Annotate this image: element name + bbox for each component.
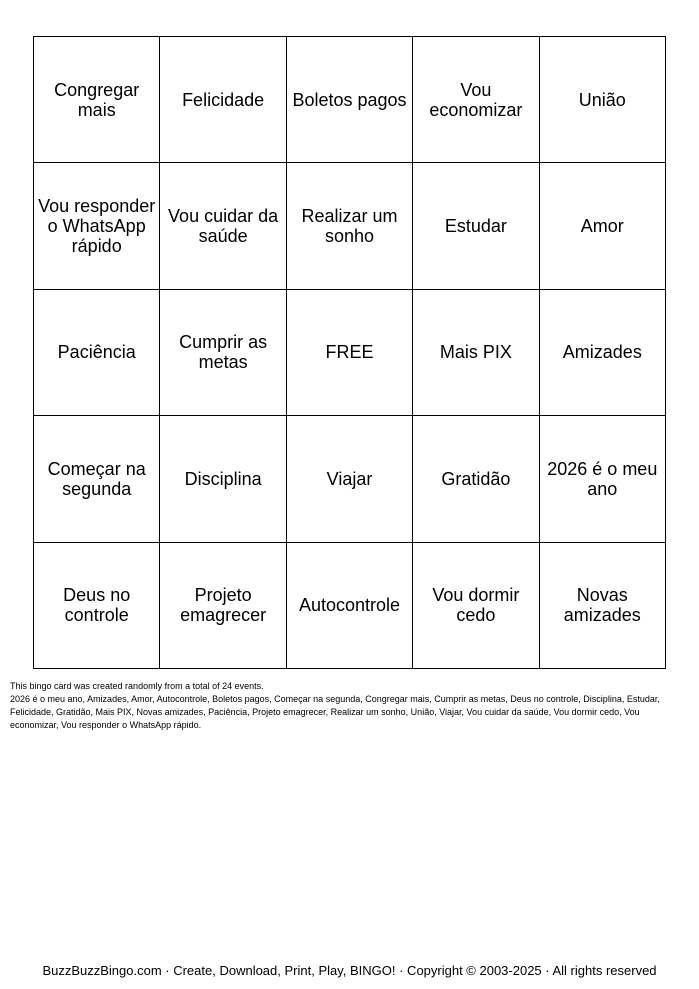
bingo-card-grid [33, 36, 666, 669]
bingo-cell-r4c1: Começar na segunda [34, 416, 160, 542]
bingo-cell-r1c1: Congregar mais [34, 37, 160, 163]
bingo-cell-r5c2: Projeto emagrecer [160, 543, 286, 669]
bingo-cell-r3c4: Mais PIX [413, 290, 539, 416]
bingo-cell-r2c1: Vou responder o WhatsApp rápido [34, 163, 160, 289]
bingo-cell-r3c5: Amizades [540, 290, 666, 416]
bingo-cell-r1c3: Boletos pagos [287, 37, 413, 163]
bingo-cell-r4c4: Gratidão [413, 416, 539, 542]
bingo-cell-r5c3: Autocontrole [287, 543, 413, 669]
bingo-cell-r2c5: Amor [540, 163, 666, 289]
bingo-cell-r3c1: Paciência [34, 290, 160, 416]
bingo-cell-r1c5: União [540, 37, 666, 163]
notes-intro: This bingo card was created randomly from a total of 24 events. [10, 681, 264, 691]
bingo-cell-r2c4: Estudar [413, 163, 539, 289]
bingo-cell-r2c3: Realizar um sonho [287, 163, 413, 289]
bingo-cell-r3c2: Cumprir as metas [160, 290, 286, 416]
bingo-cell-r5c5: Novas amizades [540, 543, 666, 669]
bingo-cell-r4c3: Viajar [287, 416, 413, 542]
bingo-cell-r5c1: Deus no controle [34, 543, 160, 669]
bingo-cell-r4c2: Disciplina [160, 416, 286, 542]
bingo-cell-r5c4: Vou dormir cedo [413, 543, 539, 669]
card-notes [10, 680, 690, 732]
notes-events-list: 2026 é o meu ano, Amizades, Amor, Autocontrole, Boletos pagos, Começar na segunda, Congregar mais, Cumprir as metas, Deus no controle, Disciplina, Estudar, Felicidade, Gratidão, Mais PIX, Novas amizades, Paciência, Projeto emagrecer, Realizar um sonho, União, Viajar, Vou cuidar da saúde, Vou dormir cedo, Vou economizar, Vou responder o WhatsApp rápido. [10, 694, 660, 730]
bingo-cell-r2c2: Vou cuidar da saúde [160, 163, 286, 289]
bingo-cell-free: FREE [287, 290, 413, 416]
page-footer: BuzzBuzzBingo.com · Create, Download, Print, Play, BINGO! · Copyright © 2003-2025 · All rights reserved [42, 963, 657, 978]
bingo-cell-r4c5: 2026 é o meu ano [540, 416, 666, 542]
bingo-cell-r1c2: Felicidade [160, 37, 286, 163]
bingo-cell-r1c4: Vou economizar [413, 37, 539, 163]
